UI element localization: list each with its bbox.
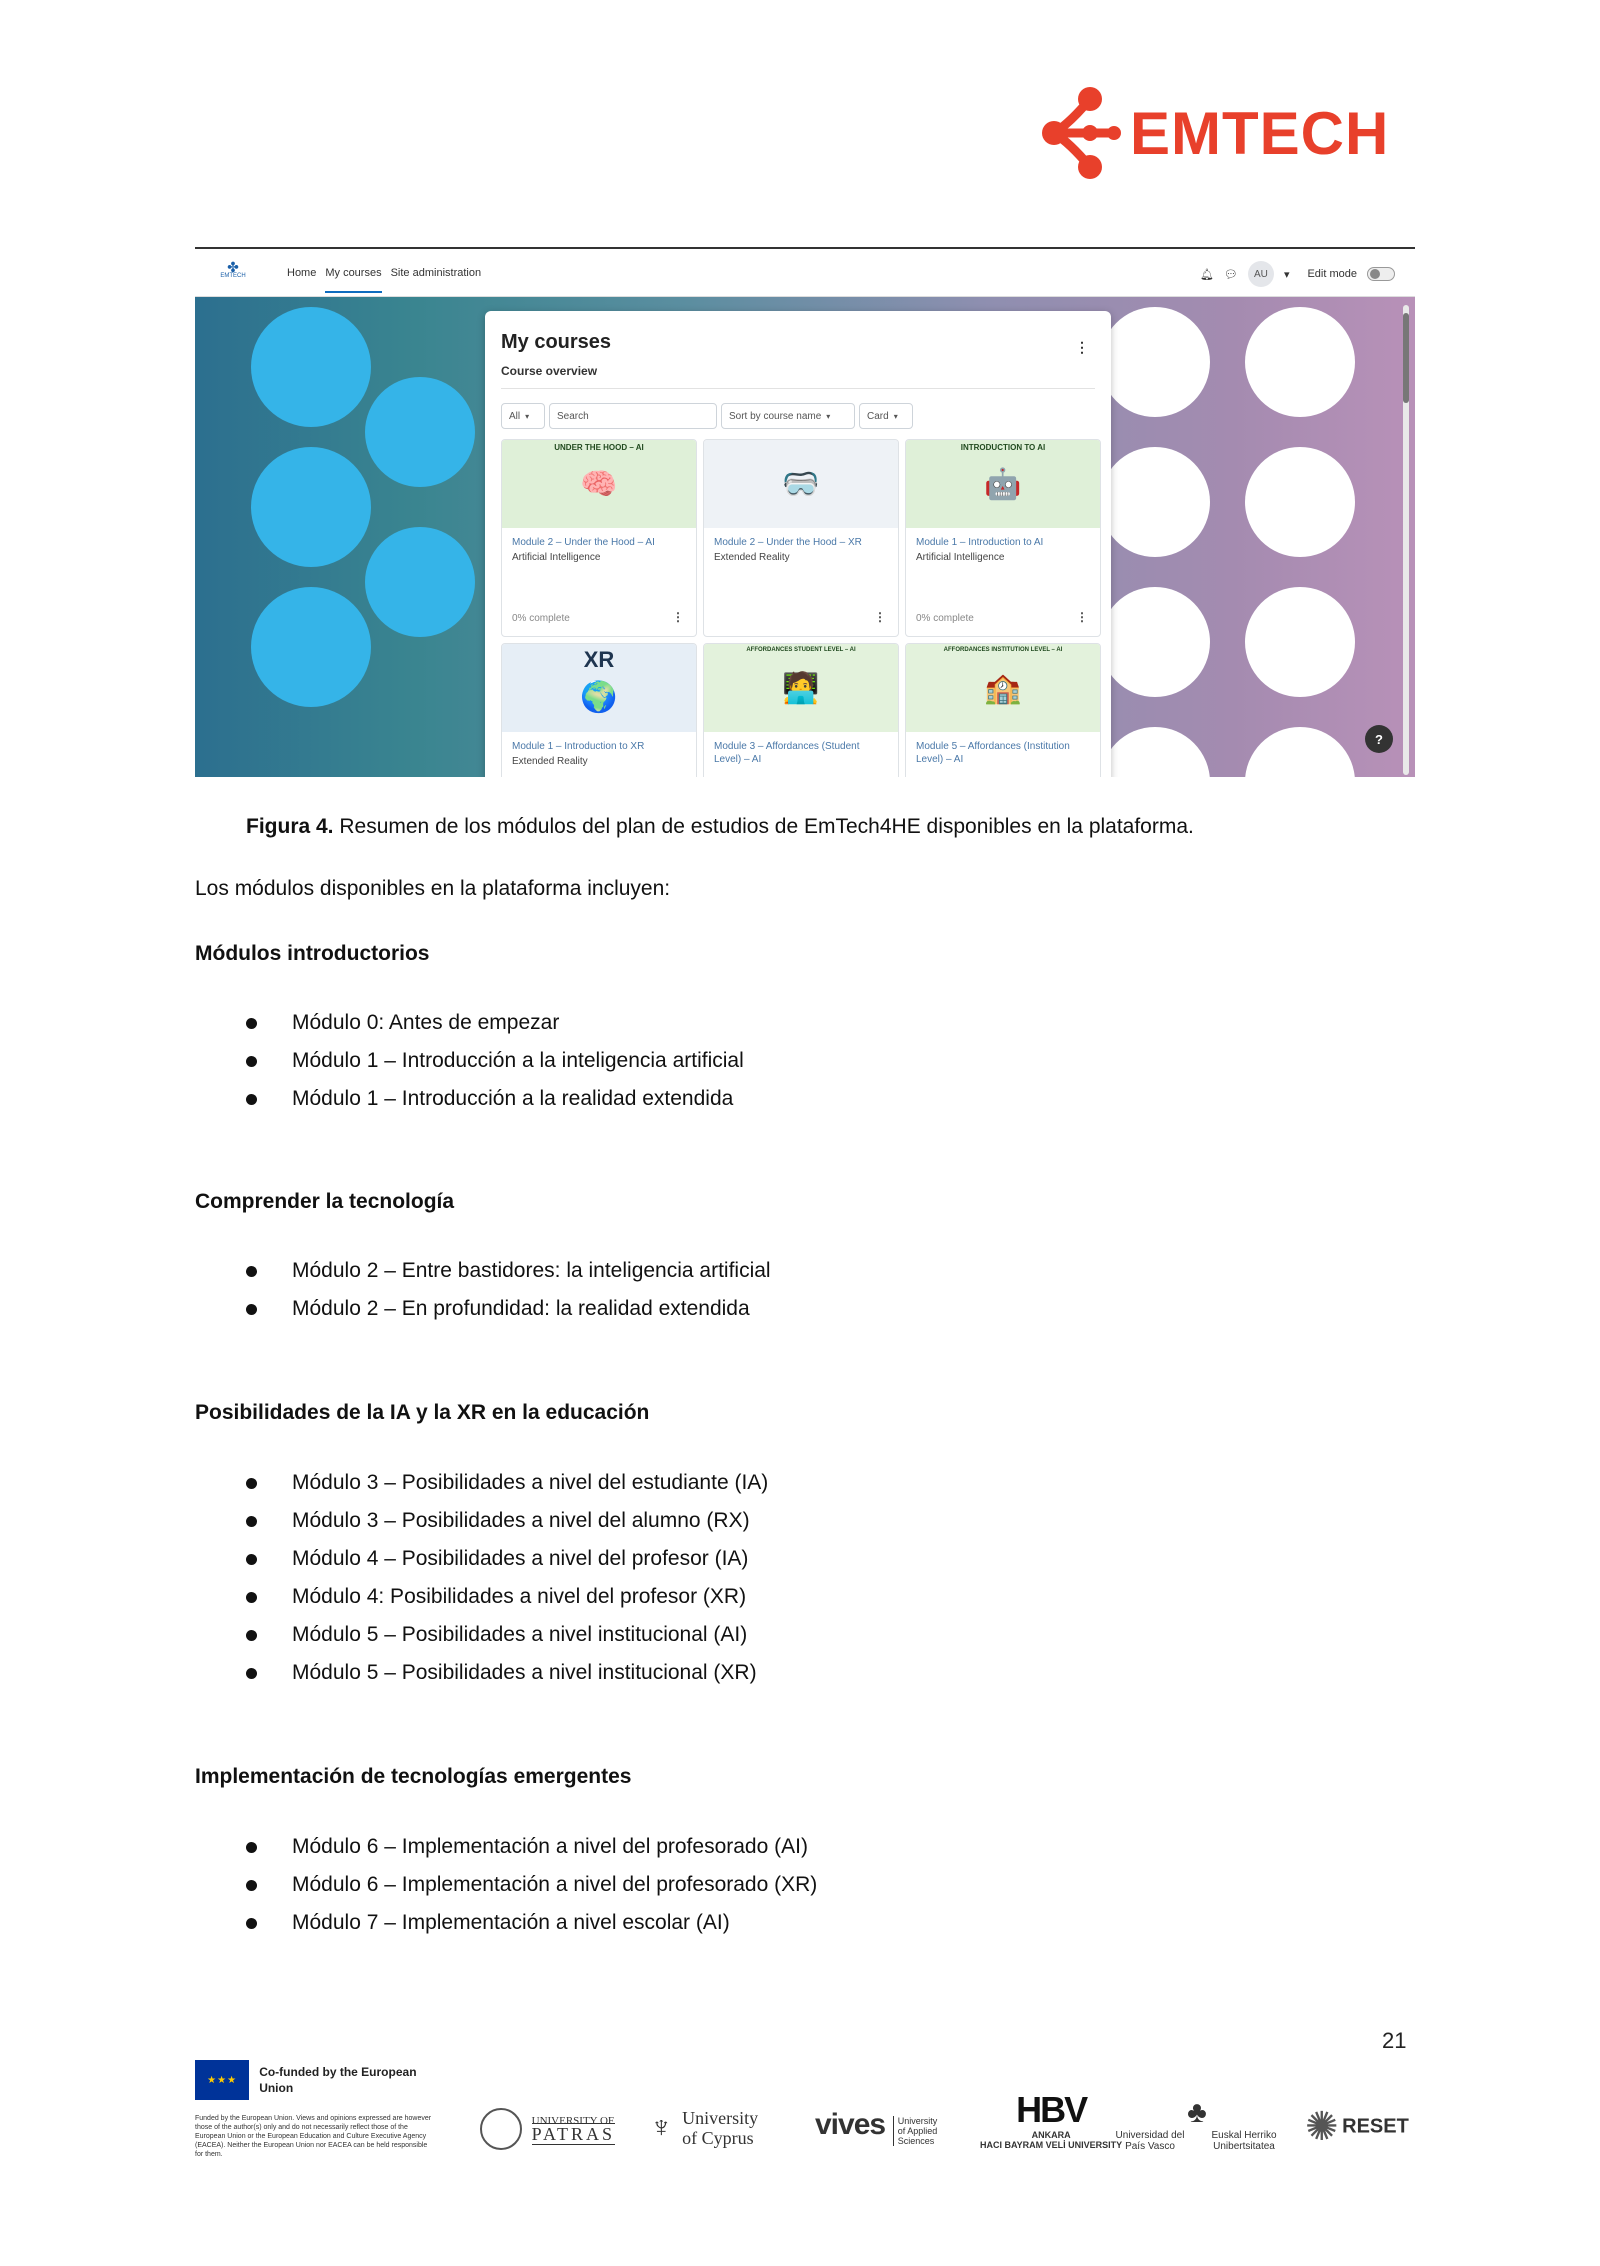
reset-logo: ✺ RESET — [1305, 2105, 1409, 2149]
bg-circle — [1245, 587, 1355, 697]
hbv-mark: HBV — [1016, 2089, 1087, 2130]
filter-all-dropdown[interactable]: All ▾ — [501, 403, 545, 429]
brain-robot-icon: 🤖 — [984, 467, 1022, 501]
my-courses-panel — [485, 311, 1111, 777]
edit-mode-toggle[interactable] — [1367, 267, 1395, 281]
course-thumbnail: XR 🌍 — [502, 644, 696, 732]
eu-cofunded-logo — [195, 2060, 435, 2159]
section-heading: Implementación de tecnologías emergentes — [195, 1765, 632, 1788]
list-item: Módulo 1 – Introducción a la realidad extendida — [246, 1080, 744, 1118]
list-item: Módulo 4 – Posibilidades a nivel del profesor (IA) — [246, 1540, 768, 1578]
vives-logo: vives University of Applied Sciences — [815, 2108, 938, 2146]
vr-headset-server-icon: 🥽 — [782, 467, 820, 501]
patras-seal-icon — [480, 2108, 522, 2150]
vr-globe-icon: 🌍 — [580, 680, 618, 714]
card-menu-icon[interactable]: ⋮ — [672, 610, 684, 624]
chevron-down-icon: ▾ — [893, 411, 898, 421]
section-list — [246, 1252, 771, 1328]
page-title: My courses — [501, 331, 612, 353]
card-menu-icon[interactable]: ⋮ — [1076, 610, 1088, 624]
course-title[interactable]: Module 3 – Affordances (Student Level) – AI — [714, 741, 860, 765]
university-of-cyprus-logo: ♆ University of Cyprus — [650, 2108, 759, 2148]
bg-circle — [1100, 727, 1210, 777]
school-building-icon: 🏫 — [984, 671, 1022, 705]
emtech-logo — [1040, 82, 1420, 184]
section-heading: Comprender la tecnología — [195, 1190, 455, 1213]
list-item: Módulo 2 – En profundidad: la realidad extendida — [246, 1290, 771, 1328]
section-list — [246, 1464, 768, 1692]
footer — [195, 2060, 1415, 2190]
course-card[interactable] — [501, 643, 697, 777]
brain-gear-icon: 🧠 — [580, 467, 618, 501]
course-thumbnail — [704, 440, 898, 528]
intro-paragraph: Los módulos disponibles en la plataforma incluyen: — [195, 877, 671, 900]
eu-flag-icon: ★★★ — [195, 2060, 249, 2100]
bell-icon[interactable]: 🔔︎ — [1200, 268, 1214, 281]
bg-blob — [365, 527, 475, 637]
bg-circle — [1100, 587, 1210, 697]
list-item: Módulo 1 – Introducción a la inteligencia artificial — [246, 1042, 744, 1080]
course-category: Extended Reality — [512, 756, 588, 767]
view-dropdown[interactable]: Card ▾ — [859, 403, 913, 429]
bg-circle — [1100, 447, 1210, 557]
edit-mode-label: Edit mode — [1307, 268, 1357, 280]
bg-circle — [1245, 447, 1355, 557]
student-tablet-icon: 🧑‍💻 — [782, 671, 820, 705]
platform-navbar — [195, 249, 1415, 297]
ehu-logo: ♣ Universidad del País Vasco Euskal Herriko Unibertsitatea — [1110, 2096, 1284, 2152]
course-title[interactable]: Module 2 – Under the Hood – AI — [512, 537, 655, 548]
course-progress: 0% complete — [916, 613, 974, 624]
bg-circle — [1245, 727, 1355, 777]
course-thumbnail: INTRODUCTION TO AI 🤖 — [906, 440, 1100, 528]
bg-blob — [251, 587, 371, 707]
course-title[interactable]: Module 5 – Affordances (Institution Level) – AI — [916, 741, 1070, 765]
panel-menu-icon[interactable]: ⋮ — [1075, 339, 1089, 355]
bg-circle — [1100, 307, 1210, 417]
emtech-mini-icon: ✤ — [227, 259, 239, 275]
course-card[interactable] — [703, 439, 899, 637]
list-item: Módulo 5 – Posibilidades a nivel institucional (AI) — [246, 1616, 768, 1654]
section-list — [246, 1828, 817, 1942]
nav-my-courses-link[interactable]: My courses — [325, 267, 381, 293]
list-item: Módulo 7 – Implementación a nivel escolar (AI) — [246, 1904, 817, 1942]
course-card[interactable] — [905, 439, 1101, 637]
course-category: Extended Reality — [714, 552, 790, 563]
course-title[interactable]: Module 1 – Introduction to XR — [512, 741, 645, 752]
platform-logo[interactable]: ✤ EMTECH — [215, 261, 251, 279]
section-list — [246, 1004, 744, 1118]
course-progress: 0% complete — [512, 613, 570, 624]
course-card[interactable] — [905, 643, 1101, 777]
list-item: Módulo 3 – Posibilidades a nivel del estudiante (IA) — [246, 1464, 768, 1502]
eu-disclaimer: Funded by the European Union. Views and opinions expressed are however those of the author(s) only and do not necessarily reflect those of the European Union or the European Education and Culture Executive Agency (EACEA). Neither the European Union nor EACEA can be held responsible for them. — [195, 2115, 432, 2158]
card-menu-icon[interactable]: ⋮ — [874, 610, 886, 624]
list-item: Módulo 6 – Implementación a nivel del profesorado (AI) — [246, 1828, 817, 1866]
sort-dropdown[interactable]: Sort by course name ▾ — [721, 403, 855, 429]
chevron-down-icon: ▾ — [525, 411, 530, 421]
search-input[interactable]: Search — [549, 403, 717, 429]
list-item: Módulo 0: Antes de empezar — [246, 1004, 744, 1042]
vertical-scrollbar[interactable] — [1403, 305, 1409, 775]
list-item: Módulo 3 – Posibilidades a nivel del alumno (RX) — [246, 1502, 768, 1540]
nav-home-link[interactable]: Home — [287, 267, 317, 279]
course-category: Artificial Intelligence — [916, 552, 1005, 563]
course-card[interactable] — [501, 439, 697, 637]
course-thumbnail: AFFORDANCES INSTITUTION LEVEL – AI 🏫 — [906, 644, 1100, 732]
emtech-molecule-icon — [1040, 83, 1122, 183]
list-item: Módulo 2 – Entre bastidores: la inteligencia artificial — [246, 1252, 771, 1290]
list-item: Módulo 4: Posibilidades a nivel del profesor (XR) — [246, 1578, 768, 1616]
course-title[interactable]: Module 1 – Introduction to AI — [916, 537, 1044, 548]
chevron-down-icon[interactable]: ▾ — [1283, 268, 1290, 281]
bg-blob — [251, 447, 371, 567]
course-thumbnail: UNDER THE HOOD – AI 🧠 — [502, 440, 696, 528]
university-of-patras-logo: UNIVERSITY OF PATRAS — [480, 2108, 615, 2150]
nav-site-admin-link[interactable]: Site administration — [390, 267, 482, 279]
brand-name: EMTECH — [1130, 99, 1390, 167]
bg-blob — [365, 377, 475, 487]
caption-text: Resumen de los módulos del plan de estudios de EmTech4HE disponibles en la plataforma. — [333, 815, 1194, 838]
course-category: Artificial Intelligence — [512, 552, 601, 563]
reset-sunburst-icon: ✺ — [1305, 2105, 1339, 2149]
list-item: Módulo 6 – Implementación a nivel del profesorado (XR) — [246, 1866, 817, 1904]
ankara-hbv-logo: HBV ANKARA HACI BAYRAM VELİ UNIVERSITY — [980, 2089, 1123, 2150]
course-card[interactable] — [703, 643, 899, 777]
course-thumbnail: AFFORDANCES STUDENT LEVEL – AI 🧑‍💻 — [704, 644, 898, 732]
section-heading: Posibilidades de la IA y la XR en la educación — [195, 1401, 650, 1424]
page-number: 21 — [1382, 2028, 1407, 2053]
course-title[interactable]: Module 2 – Under the Hood – XR — [714, 537, 862, 548]
help-button[interactable]: ? — [1365, 725, 1393, 753]
platform-screenshot — [195, 247, 1415, 777]
avatar[interactable]: AU — [1248, 261, 1274, 287]
chat-icon[interactable]: 💬︎ — [1223, 268, 1238, 281]
section-heading: Módulos introductorios — [195, 942, 430, 965]
list-item: Módulo 5 – Posibilidades a nivel institucional (XR) — [246, 1654, 768, 1692]
bg-blob — [251, 307, 371, 427]
eu-cofunded-text: Co-funded by the European Union — [259, 2065, 417, 2095]
cyprus-tree-icon: ♆ — [650, 2111, 673, 2144]
ehu-tree-icon: ♣ — [1187, 2096, 1207, 2129]
caption-label: Figura 4. — [246, 815, 334, 838]
course-overview-title: Course overview — [501, 364, 1095, 389]
chevron-down-icon: ▾ — [826, 411, 831, 421]
figure-caption — [246, 815, 1194, 839]
bg-circle — [1245, 307, 1355, 417]
